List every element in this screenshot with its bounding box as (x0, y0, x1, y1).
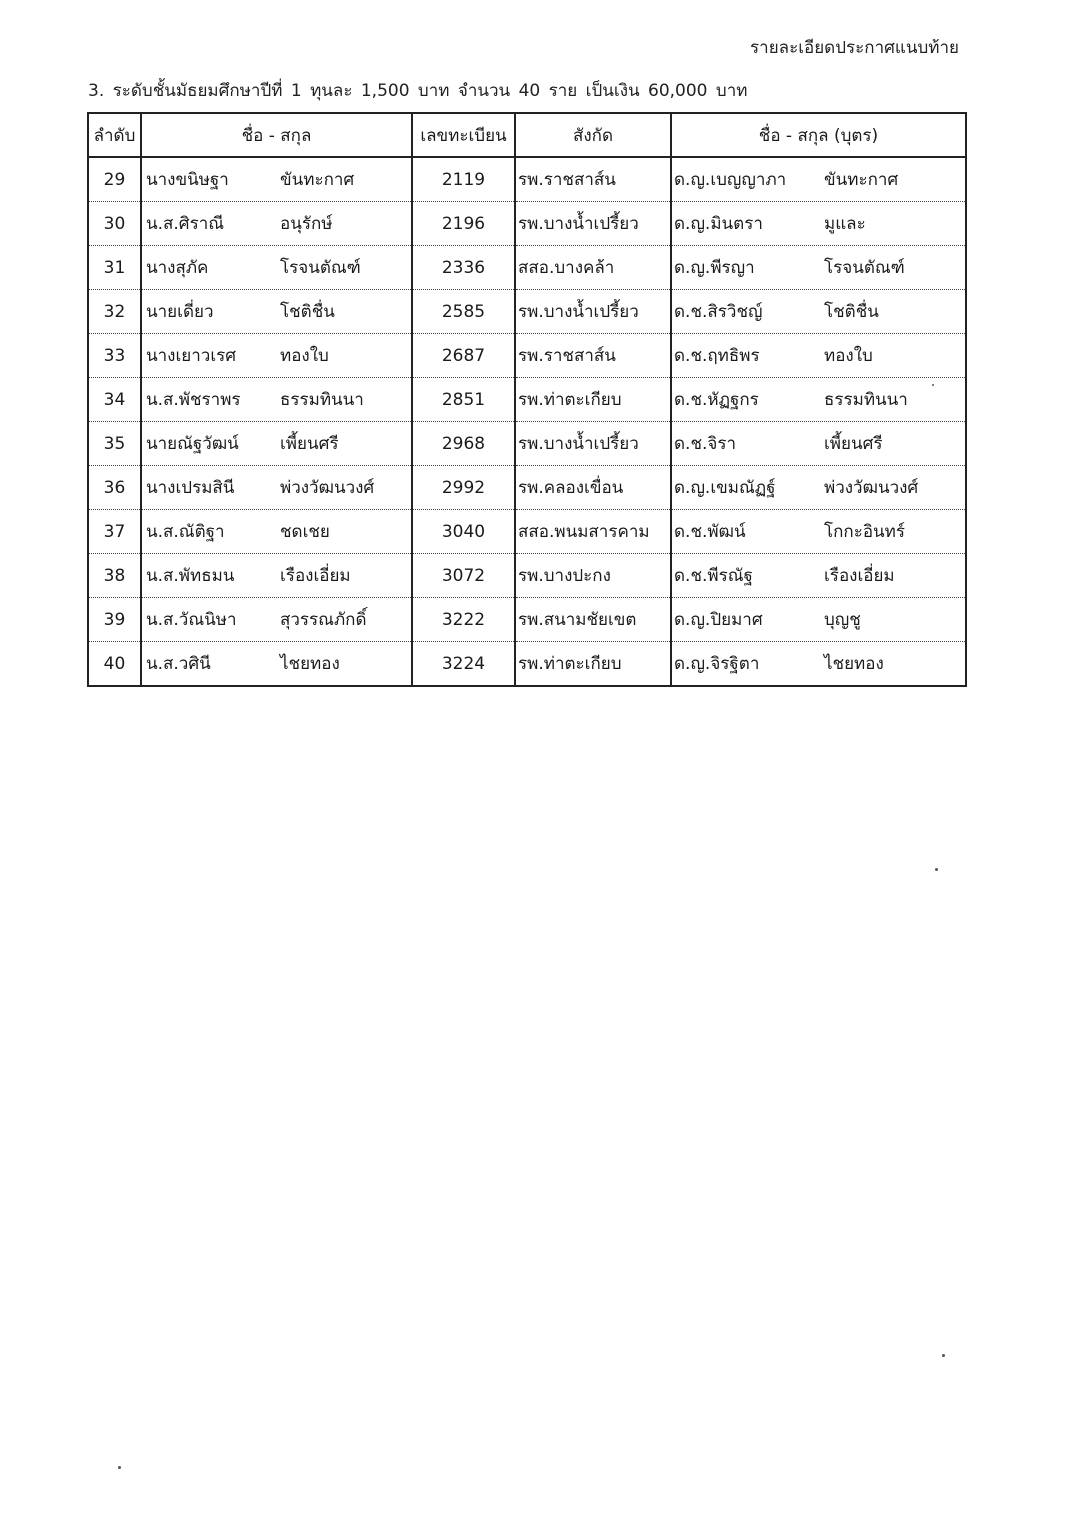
cell-reg: 2687 (412, 334, 515, 378)
member-first-name: น.ส.พัชราพร (146, 390, 241, 410)
cell-name (141, 554, 412, 598)
member-last-name: เรืองเอี่ยม (280, 566, 351, 586)
child-last-name: บุญชู (824, 610, 861, 630)
table-row (88, 378, 966, 422)
member-last-name: สุวรรณภักดิ์ (280, 610, 367, 630)
cell-child (671, 598, 966, 642)
child-first-name: ด.ญ.เบญญาภา (674, 170, 787, 190)
member-first-name: น.ส.วัณนิษา (146, 610, 237, 630)
table-row (88, 202, 966, 246)
cell-child (671, 466, 966, 510)
cell-dept: รพ.ราชสาส์น (515, 334, 671, 378)
cell-child (671, 157, 966, 202)
cell-child (671, 422, 966, 466)
cell-seq: 30 (88, 202, 141, 246)
cell-seq: 29 (88, 157, 141, 202)
header-dept: สังกัด (515, 113, 671, 157)
table-row (88, 510, 966, 554)
table-header-row (88, 113, 966, 157)
child-last-name: มูและ (824, 214, 866, 234)
child-first-name: ด.ช.จิรา (674, 434, 737, 454)
member-last-name: ชดเชย (280, 522, 330, 542)
child-first-name: ด.ช.พีรณัฐ (674, 566, 753, 586)
cell-reg: 2196 (412, 202, 515, 246)
cell-seq: 40 (88, 642, 141, 687)
cell-seq: 34 (88, 378, 141, 422)
scan-speck (118, 1466, 121, 1469)
child-first-name: ด.ญ.พีรญา (674, 258, 755, 278)
scan-speck (935, 868, 938, 871)
member-last-name: โชติชื่น (280, 302, 335, 322)
member-first-name: นางเปรมสินี (146, 478, 235, 498)
cell-name (141, 202, 412, 246)
header-reg: เลขทะเบียน (412, 113, 515, 157)
child-first-name: ด.ช.หัฏฐกร (674, 390, 759, 410)
cell-reg: 3222 (412, 598, 515, 642)
member-last-name: โรจนตัณฑ์ (280, 258, 361, 278)
cell-dept: รพ.บางน้ำเปรี้ยว (515, 422, 671, 466)
header-note: รายละเอียดประกาศแนบท้าย (750, 38, 959, 58)
cell-name (141, 510, 412, 554)
child-first-name: ด.ญ.เขมณัฏฐ์ (674, 478, 776, 498)
table-row (88, 334, 966, 378)
cell-seq: 31 (88, 246, 141, 290)
cell-child (671, 246, 966, 290)
cell-reg: 2851 (412, 378, 515, 422)
table-row (88, 598, 966, 642)
member-first-name: น.ส.วศินี (146, 654, 211, 674)
header-name: ชื่อ - สกุล (141, 113, 412, 157)
member-first-name: นายณัฐวัฒน์ (146, 434, 239, 454)
child-last-name: ทองใบ (824, 346, 873, 366)
child-first-name: ด.ช.พัฒน์ (674, 522, 746, 542)
cell-dept: รพ.ท่าตะเกียบ (515, 642, 671, 687)
section-title: 3. ระดับชั้นมัธยมศึกษาปีที่ 1 ทุนละ 1,500 บาท จำนวน 40 ราย เป็นเงิน 60,000 บาท (88, 81, 748, 101)
cell-dept: รพ.บางน้ำเปรี้ยว (515, 290, 671, 334)
cell-seq: 37 (88, 510, 141, 554)
cell-reg: 2336 (412, 246, 515, 290)
table-row (88, 290, 966, 334)
child-last-name: โชติชื่น (824, 302, 879, 322)
cell-name (141, 246, 412, 290)
cell-dept: สสอ.บางคล้า (515, 246, 671, 290)
table-row (88, 422, 966, 466)
cell-name (141, 642, 412, 687)
header-child: ชื่อ - สกุล (บุตร) (671, 113, 966, 157)
cell-name (141, 334, 412, 378)
member-first-name: นางสุภัค (146, 258, 209, 278)
member-first-name: น.ส.พัทธมน (146, 566, 235, 586)
child-last-name: พ่วงวัฒนวงศ์ (824, 478, 919, 498)
child-first-name: ด.ญ.มินตรา (674, 214, 763, 234)
cell-name (141, 378, 412, 422)
cell-reg: 2992 (412, 466, 515, 510)
cell-child (671, 642, 966, 687)
cell-name (141, 598, 412, 642)
cell-reg: 2968 (412, 422, 515, 466)
member-first-name: น.ส.ศิราณี (146, 214, 225, 234)
cell-reg: 3072 (412, 554, 515, 598)
cell-dept: สสอ.พนมสารคาม (515, 510, 671, 554)
cell-child (671, 202, 966, 246)
cell-dept: รพ.คลองเขื่อน (515, 466, 671, 510)
scan-speck (932, 384, 934, 386)
cell-child (671, 378, 966, 422)
cell-child (671, 554, 966, 598)
child-first-name: ด.ญ.ปิยมาศ (674, 610, 763, 630)
member-last-name: พ่วงวัฒนวงศ์ (280, 478, 375, 498)
cell-dept: รพ.บางปะกง (515, 554, 671, 598)
table-row (88, 246, 966, 290)
cell-reg: 2585 (412, 290, 515, 334)
child-last-name: เพี้ยนศรี (824, 434, 883, 454)
cell-seq: 38 (88, 554, 141, 598)
member-last-name: เพี้ยนศรี (280, 434, 339, 454)
cell-dept: รพ.สนามชัยเขต (515, 598, 671, 642)
cell-name (141, 157, 412, 202)
member-last-name: ทองใบ (280, 346, 329, 366)
cell-name (141, 290, 412, 334)
child-first-name: ด.ช.สิรวิชญ์ (674, 302, 763, 322)
cell-child (671, 510, 966, 554)
child-last-name: โรจนตัณฑ์ (824, 258, 905, 278)
member-last-name: ธรรมทินนา (280, 390, 364, 410)
cell-reg: 3040 (412, 510, 515, 554)
cell-name (141, 466, 412, 510)
cell-child (671, 334, 966, 378)
table-row (88, 466, 966, 510)
table-body (88, 157, 966, 686)
child-last-name: โกกะอินทร์ (824, 522, 906, 542)
child-first-name: ด.ช.ฤทธิพร (674, 346, 760, 366)
cell-child (671, 290, 966, 334)
child-last-name: เรืองเอี่ยม (824, 566, 895, 586)
member-first-name: น.ส.ณัติฐา (146, 522, 225, 542)
table-row (88, 157, 966, 202)
header-seq: ลำดับ (88, 113, 141, 157)
member-last-name: ไชยทอง (280, 654, 340, 674)
member-last-name: ขันทะกาศ (280, 170, 355, 190)
scholarship-table (87, 112, 967, 687)
scan-speck (942, 1354, 945, 1357)
cell-reg: 2119 (412, 157, 515, 202)
table-row (88, 642, 966, 687)
cell-dept: รพ.ท่าตะเกียบ (515, 378, 671, 422)
cell-seq: 36 (88, 466, 141, 510)
cell-seq: 33 (88, 334, 141, 378)
cell-seq: 39 (88, 598, 141, 642)
table-row (88, 554, 966, 598)
child-last-name: ไชยทอง (824, 654, 884, 674)
member-first-name: นายเดี่ยว (146, 302, 214, 322)
cell-seq: 35 (88, 422, 141, 466)
member-first-name: นางขนิษฐา (146, 170, 229, 190)
cell-reg: 3224 (412, 642, 515, 687)
member-first-name: นางเยาวเรศ (146, 346, 237, 366)
member-last-name: อนุรักษ์ (280, 214, 333, 234)
cell-name (141, 422, 412, 466)
child-first-name: ด.ญ.จิรฐิตา (674, 654, 760, 674)
cell-dept: รพ.ราชสาส์น (515, 157, 671, 202)
cell-seq: 32 (88, 290, 141, 334)
cell-dept: รพ.บางน้ำเปรี้ยว (515, 202, 671, 246)
child-last-name: ขันทะกาศ (824, 170, 899, 190)
child-last-name: ธรรมทินนา (824, 390, 908, 410)
